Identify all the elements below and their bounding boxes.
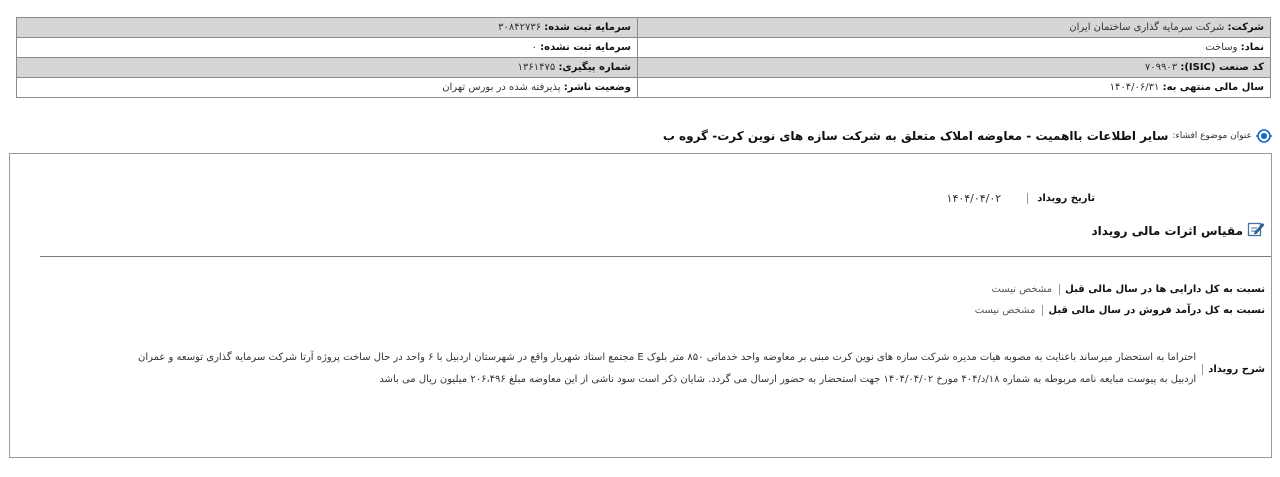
unregistered-capital-label: سرمایه ثبت نشده: <box>540 42 631 53</box>
unregistered-capital-value: ۰ <box>531 42 537 53</box>
isic-cell <box>638 58 1271 78</box>
subject-title: سایر اطلاعات بااهمیت - معاوضه املاک متعلق به شرکت سازه های نوین کرت- گروه ب <box>662 129 1169 143</box>
event-date-row <box>947 192 1095 205</box>
assets-ratio-label: نسبت به کل دارایی ها در سال مالی قبل <box>1059 284 1265 295</box>
revenue-ratio-row <box>975 305 1265 316</box>
fiscal-year-label: سال مالی منتهی به: <box>1162 82 1264 93</box>
symbol-value: وساخت <box>1205 42 1238 53</box>
isic-label: کد صنعت (ISIC): <box>1180 62 1264 73</box>
section-divider <box>40 256 1271 257</box>
event-description-label: شرح رویداد <box>1202 364 1265 375</box>
revenue-ratio-label: نسبت به کل درآمد فروش در سال مالی قبل <box>1042 305 1265 316</box>
registered-capital-label: سرمایه ثبت شده: <box>544 22 631 33</box>
issuer-status-label: وضعیت ناشر: <box>563 82 631 93</box>
symbol-label: نماد: <box>1240 42 1264 53</box>
tracking-cell <box>17 58 638 78</box>
assets-ratio-value: مشخص نیست <box>991 284 1053 295</box>
disclosure-subject <box>663 128 1272 144</box>
fiscal-year-cell <box>638 78 1271 98</box>
unregistered-capital-cell <box>17 38 638 58</box>
revenue-ratio-value: مشخص نیست <box>974 305 1036 316</box>
event-date-label: تاریخ رویداد <box>1027 193 1095 204</box>
edit-note-icon <box>1247 220 1265 241</box>
assets-ratio-row <box>991 284 1265 295</box>
registered-capital-cell <box>17 18 638 38</box>
event-description-row <box>115 347 1265 391</box>
issuer-status-value: پذیرفته شده در بورس تهران <box>442 82 561 93</box>
info-row <box>17 78 1271 98</box>
company-info-table <box>16 17 1271 98</box>
symbol-cell <box>638 38 1271 58</box>
section-title-text: مقیاس اثرات مالی رویداد <box>1091 223 1243 238</box>
company-cell <box>638 18 1271 38</box>
info-row <box>17 18 1271 38</box>
company-label: شرکت: <box>1227 22 1264 33</box>
tracking-label: شماره پیگیری: <box>558 62 631 73</box>
event-description-text: احتراما به استحضار میرساند باعنایت به مصوبه هیات مدیره شرکت سازه های نوین کرت مبنی بر معاوضه واحد خدماتی ۸۵۰ متر بلوک E مجتمع استاد شهریار واقع در شهرستان اردبیل با ۶ واحد در حال ساخت پروژه آرتا شرکت سرمایه گذاری توسعه و عمران اردبیل به پیوست مبایعه نامه مربوطه به شماره ۱۸/د/۴۰۴ مورخ ۱۴۰۴/۰۴/۰۲ جهت استحضار به حضور ارسال می گردد. شایان ذکر است سود ناشی از این معاوضه مبلغ ۲۰۶،۴۹۶ میلیون ریال می باشد <box>137 352 1197 385</box>
info-row <box>17 38 1271 58</box>
financial-effect-section-title <box>1092 220 1265 241</box>
event-panel <box>9 153 1272 458</box>
isic-value: ۷۰۹۹۰۳ <box>1144 62 1178 73</box>
event-date-value: ۱۴۰۴/۰۴/۰۲ <box>946 192 1002 205</box>
radio-bullet-icon <box>1256 128 1272 144</box>
issuer-status-cell <box>17 78 638 98</box>
fiscal-year-value: ۱۴۰۴/۰۶/۳۱ <box>1109 82 1160 93</box>
subject-prefix: عنوان موضوع افشاء: <box>1172 131 1252 141</box>
tracking-value: ۱۳۶۱۴۷۵ <box>517 62 556 73</box>
registered-capital-value: ۳۰۸۴۲۷۳۶ <box>498 22 542 33</box>
company-value: شرکت سرمایه گذاری ساختمان ایران <box>1069 22 1225 33</box>
info-row <box>17 58 1271 78</box>
